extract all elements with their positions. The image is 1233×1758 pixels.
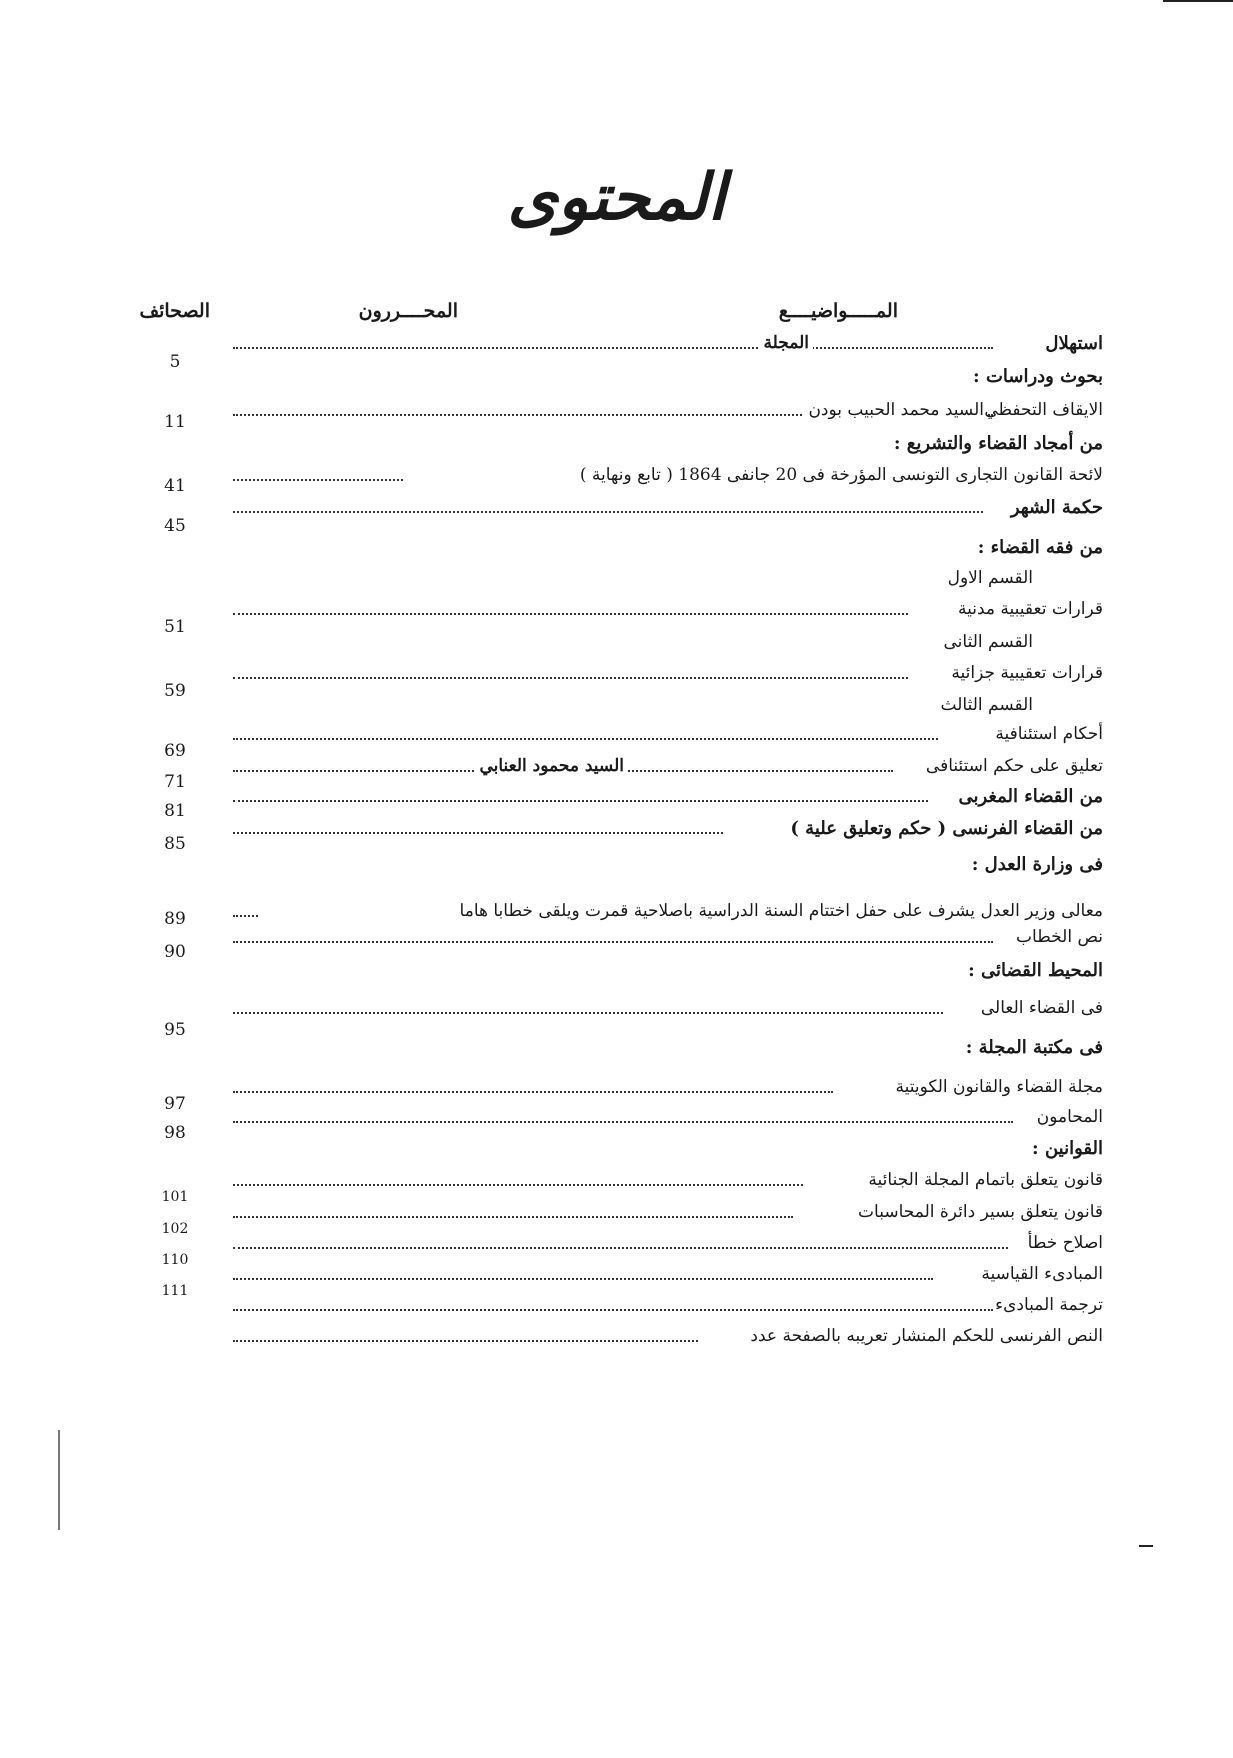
page-number: 45 — [164, 516, 186, 536]
toc-label: حكمة الشهر — [1010, 497, 1103, 518]
toc-label: معالى وزير العدل يشرف على حفل اختتام السنة الدراسية باصلاحية قمرت ويلقى خطابا هاما — [459, 901, 1103, 921]
page-number: 69 — [164, 741, 186, 761]
page-number: 59 — [164, 681, 186, 701]
toc-label: بحوث ودراسات : — [973, 366, 1103, 387]
page-number: 5 — [169, 352, 181, 372]
toc-label: المحيط القضائى : — [968, 960, 1103, 981]
toc-label: فى وزارة العدل : — [971, 854, 1103, 875]
toc-label: القسم الثالث — [940, 695, 1033, 715]
toc-label: الايقاف التحفظي — [984, 400, 1103, 420]
authors-header: المحــــررون — [358, 300, 458, 322]
toc-label: القوانين : — [1032, 1138, 1103, 1159]
toc-label: المبادىء القياسية — [981, 1264, 1103, 1284]
page-number: 97 — [164, 1094, 186, 1114]
toc-label: ترجمة المبادىء — [995, 1295, 1103, 1315]
toc-label: من فقه القضاء : — [977, 537, 1103, 558]
page-number: 41 — [164, 476, 186, 496]
toc-label: نص الخطاب — [1016, 927, 1103, 947]
page-number: 11 — [164, 412, 186, 432]
page-number: 111 — [161, 1283, 189, 1299]
toc-label: قانون يتعلق باتمام المجلة الجنائية — [868, 1170, 1103, 1190]
toc-label: استهلال — [1045, 333, 1103, 354]
toc-label: من القضاء المغربى — [958, 786, 1103, 807]
toc-label: المحامون — [1036, 1107, 1103, 1127]
toc-label: قرارات تعقيبية مدنية — [957, 599, 1103, 619]
topics-header: المـــــواضيــــع — [778, 300, 898, 322]
scan-edge-mark — [58, 1430, 60, 1530]
page-number: 98 — [164, 1123, 186, 1143]
toc-label: فى مكتبة المجلة : — [965, 1037, 1103, 1058]
toc-label: النص الفرنسى للحكم المنشار تعريبه بالصفحة عدد — [750, 1326, 1103, 1346]
toc-label: فى القضاء العالى — [980, 998, 1103, 1018]
page-number: 51 — [164, 617, 186, 637]
page-number: 89 — [164, 909, 186, 929]
scan-edge-mark — [1163, 0, 1233, 2]
toc-label: لائحة القانون التجارى التونسى المؤرخة فى 20 جانفى 1864 ( تابع ونهاية ) — [579, 465, 1103, 485]
toc-author: المجلة — [760, 333, 813, 353]
toc-label: قانون يتعلق بسير دائرة المحاسبات — [858, 1202, 1103, 1222]
toc-label: أحكام استئنافية — [995, 724, 1103, 744]
toc-label: من القضاء الفرنسى ( حكم وتعليق علية ) — [790, 818, 1103, 839]
toc-label: القسم الثانى — [943, 632, 1033, 652]
toc-label: قرارات تعقيبية جزائية — [951, 663, 1103, 683]
page-number: 85 — [164, 834, 186, 854]
toc-author: السيد محمد الحبيب بودن — [804, 400, 988, 420]
scan-edge-mark — [1139, 1545, 1153, 1547]
toc-label: مجلة القضاء والقانون الكويتية — [895, 1077, 1103, 1097]
toc-label: القسم الاول — [947, 568, 1033, 588]
page-title: المحتوى — [507, 160, 726, 235]
page-number: 95 — [164, 1020, 186, 1040]
page-number: 71 — [164, 772, 186, 792]
pages-header: الصحائف — [139, 300, 210, 322]
toc-label: تعليق على حكم استئنافى — [925, 756, 1103, 776]
page-number: 102 — [161, 1221, 189, 1237]
page-number: 81 — [164, 801, 186, 821]
toc-label: من أمجاد القضاء والتشريع : — [893, 433, 1103, 454]
page-number: 110 — [161, 1252, 189, 1268]
page-number: 90 — [164, 942, 186, 962]
toc-label: اصلاح خطأ — [1027, 1233, 1103, 1253]
toc-author: السيد محمود العنابي — [475, 756, 628, 776]
page-number: 101 — [161, 1189, 189, 1205]
